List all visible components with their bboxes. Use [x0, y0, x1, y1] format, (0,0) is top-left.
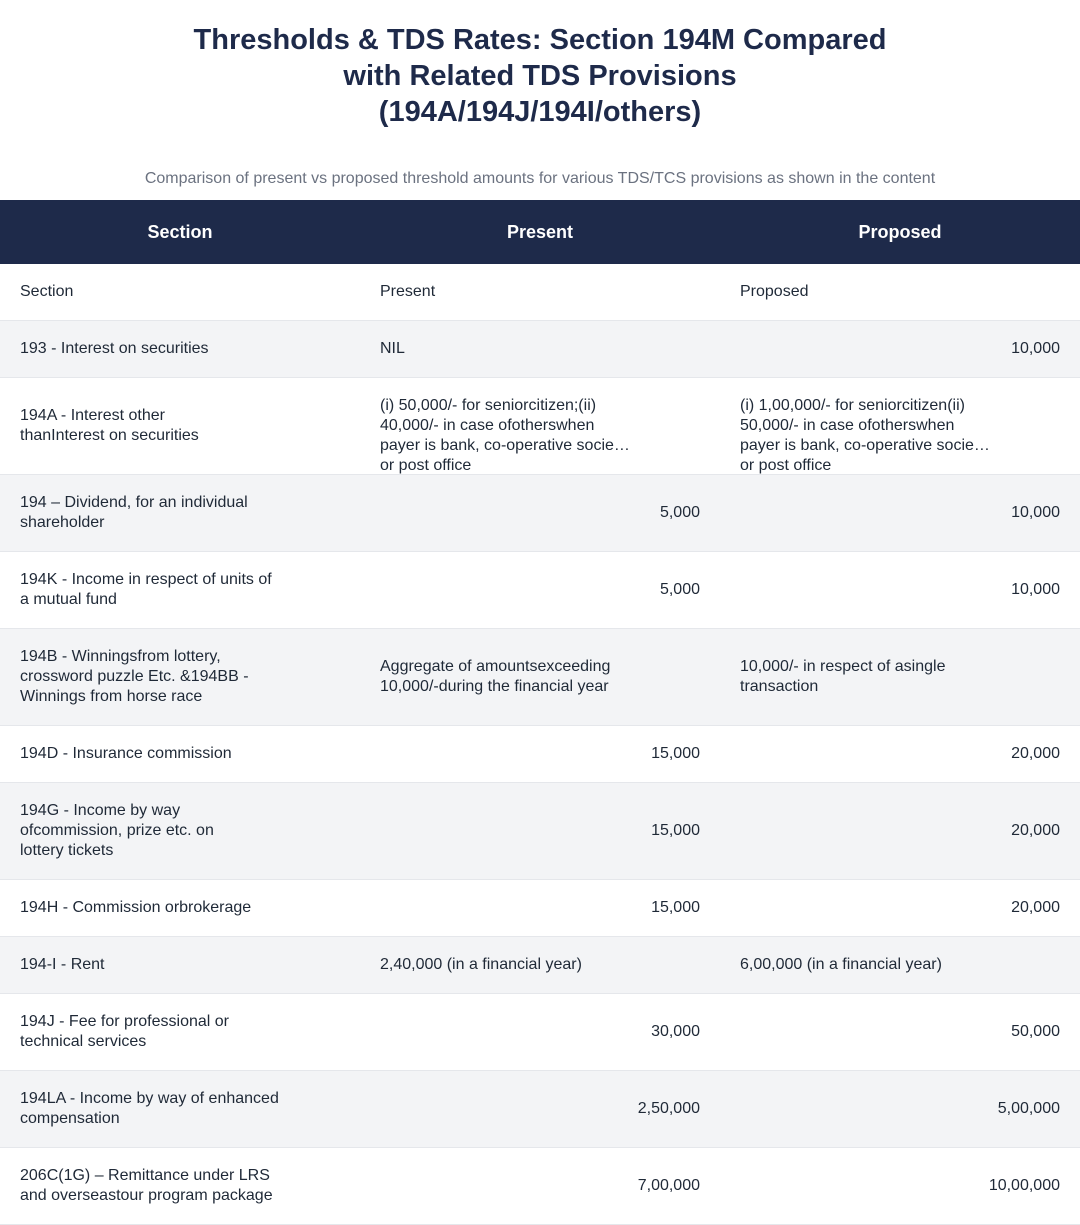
column-header-proposed: Proposed — [720, 200, 1080, 264]
cell-proposed: 10,000 — [720, 552, 1080, 629]
cell-present: 5,000 — [360, 475, 720, 552]
threshold-table — [0, 200, 1080, 1225]
cell-section: 194G - Income by way ofcommission, prize etc. on lottery tickets — [0, 783, 360, 880]
cell-proposed: 10,000/- in respect of asingle transaction — [720, 629, 1080, 726]
cell-present: 2,50,000 — [360, 1071, 720, 1148]
cell-proposed: 20,000 — [720, 726, 1080, 783]
cell-proposed: 20,000 — [720, 880, 1080, 937]
table-row — [0, 880, 1080, 937]
table-row — [0, 552, 1080, 629]
cell-present: NIL — [360, 321, 720, 378]
cell-proposed: Proposed — [720, 264, 1080, 321]
cell-section: Section — [0, 264, 360, 321]
cell-section: 194-I - Rent — [0, 937, 360, 994]
cell-section: 194A - Interest other thanInterest on securities — [0, 378, 360, 475]
cell-present: 30,000 — [360, 994, 720, 1071]
cell-section: 194D - Insurance commission — [0, 726, 360, 783]
cell-present: 15,000 — [360, 880, 720, 937]
table-row — [0, 994, 1080, 1071]
cell-present: (i) 50,000/- for seniorcitizen;(ii) 40,000/- in case ofotherswhen payer is bank, co-operative society or post office — [360, 378, 720, 475]
cell-present: 5,000 — [360, 552, 720, 629]
title-line: (194A/194J/194I/others) — [378, 96, 702, 128]
cell-proposed: 50,000 — [720, 994, 1080, 1071]
cell-present: Aggregate of amountsexceeding 10,000/-during the financial year — [360, 629, 720, 726]
table-header-row — [0, 200, 1080, 264]
cell-proposed: 6,00,000 (in a financial year) — [720, 937, 1080, 994]
cell-section: 206C(1G) – Remittance under LRS and overseastour program package — [0, 1148, 360, 1225]
table-row — [0, 726, 1080, 783]
cell-proposed: 10,000 — [720, 475, 1080, 552]
table-row — [0, 629, 1080, 726]
table-row — [0, 1148, 1080, 1225]
cell-section: 194J - Fee for professional or technical services — [0, 994, 360, 1071]
table-row — [0, 378, 1080, 475]
column-header-section: Section — [0, 200, 360, 264]
cell-section: 193 - Interest on securities — [0, 321, 360, 378]
page-title — [0, 0, 1080, 130]
title-line: with Related TDS Provisions — [343, 60, 737, 92]
cell-section: 194 – Dividend, for an individual shareholder — [0, 475, 360, 552]
title-line: Thresholds & TDS Rates: Section 194M Compared — [193, 24, 887, 56]
cell-present: 7,00,000 — [360, 1148, 720, 1225]
cell-present: 15,000 — [360, 783, 720, 880]
cell-proposed: (i) 1,00,000/- for seniorcitizen(ii) 50,000/- in case ofotherswhen payer is bank, co-operative society or post office — [720, 378, 1080, 475]
cell-proposed: 10,00,000 — [720, 1148, 1080, 1225]
table-row — [0, 264, 1080, 321]
cell-present: Present — [360, 264, 720, 321]
table-row — [0, 321, 1080, 378]
column-header-present: Present — [360, 200, 720, 264]
cell-section: 194H - Commission orbrokerage — [0, 880, 360, 937]
cell-present: 2,40,000 (in a financial year) — [360, 937, 720, 994]
table-row — [0, 475, 1080, 552]
page-subtitle: Comparison of present vs proposed threshold amounts for various TDS/TCS provisions as shown in the content — [144, 170, 936, 187]
cell-proposed: 5,00,000 — [720, 1071, 1080, 1148]
cell-present: 15,000 — [360, 726, 720, 783]
table-row — [0, 783, 1080, 880]
table-row — [0, 1071, 1080, 1148]
table-row — [0, 937, 1080, 994]
cell-section: 194K - Income in respect of units of a mutual fund — [0, 552, 360, 629]
cell-section: 194LA - Income by way of enhanced compensation — [0, 1071, 360, 1148]
cell-proposed: 10,000 — [720, 321, 1080, 378]
cell-section: 194B - Winningsfrom lottery, crossword puzzle Etc. &194BB - Winnings from horse race — [0, 629, 360, 726]
cell-proposed: 20,000 — [720, 783, 1080, 880]
